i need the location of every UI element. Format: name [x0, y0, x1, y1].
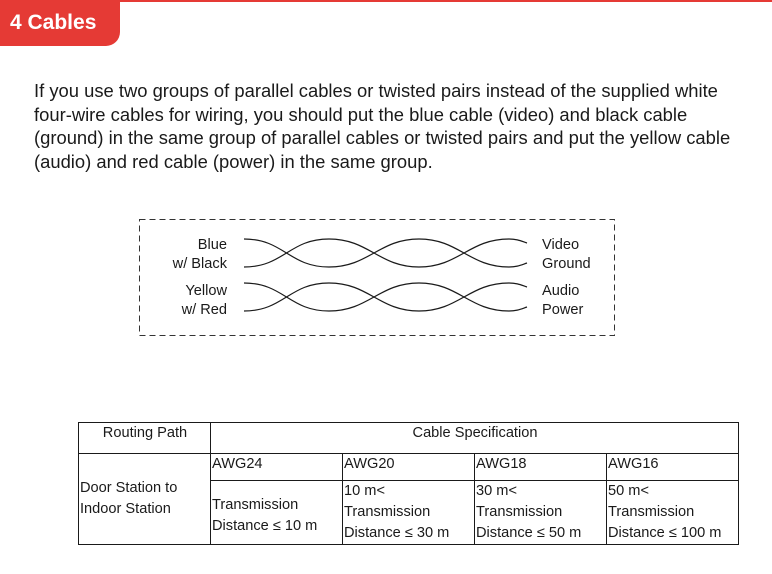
- awg18-label: Transmission: [476, 504, 563, 520]
- awg18-distance-cell: [475, 481, 607, 545]
- awg20-label: Transmission: [344, 504, 431, 520]
- awg16-min: 50 m<: [608, 483, 649, 499]
- pair2-left-label-2: w/ Red: [181, 302, 227, 318]
- routing-path-cell: [79, 454, 211, 545]
- section-title: 4 Cables: [10, 11, 97, 34]
- intro-paragraph: If you use two groups of parallel cables or twisted pairs instead of the supplied white four-wire cables for wiring, you should put the blue cable (video) and black cable (ground) in the same group of parallel cables or twisted pairs and put the yellow cable (audio) and red cable (power) in the same group.: [34, 80, 731, 172]
- cable-spec-table: [78, 422, 739, 545]
- awg16-label: Transmission: [608, 504, 695, 520]
- awg24-cell: AWG24: [211, 454, 343, 481]
- section-tab: [0, 0, 120, 46]
- awg24-distance: Distance ≤ 10 m: [212, 518, 318, 534]
- route-line-2: Indoor Station: [80, 501, 171, 517]
- awg24-label: Transmission: [212, 497, 299, 513]
- awg18-distance: Distance ≤ 50 m: [476, 525, 582, 541]
- table-row: [79, 454, 739, 481]
- pair1-right-label-2: Ground: [542, 256, 591, 272]
- pair2-right-label-2: Power: [542, 302, 584, 318]
- pair2-right-label-1: Audio: [542, 283, 580, 299]
- twisted-pair-diagram: [139, 219, 615, 336]
- awg20-cell: AWG20: [343, 454, 475, 481]
- awg16-distance: Distance ≤ 100 m: [608, 525, 722, 541]
- header-routing-path: Routing Path: [79, 423, 211, 454]
- awg20-min: 10 m<: [344, 483, 385, 499]
- awg16-distance-cell: [607, 481, 739, 545]
- pair1-left-label-1: Blue: [197, 237, 227, 253]
- route-line-1: Door Station to: [80, 480, 178, 496]
- pair1-right-label-1: Video: [542, 237, 580, 253]
- pair1-left-label-2: w/ Black: [172, 256, 227, 272]
- awg18-cell: AWG18: [475, 454, 607, 481]
- pair1-twist: [244, 239, 527, 267]
- awg20-distance: Distance ≤ 30 m: [344, 525, 450, 541]
- pair2-twist: [244, 283, 527, 311]
- table-header-row: [79, 423, 739, 454]
- awg20-distance-cell: [343, 481, 475, 545]
- awg18-min: 30 m<: [476, 483, 517, 499]
- pair2-left-label-1: Yellow: [185, 283, 227, 299]
- awg16-cell: AWG16: [607, 454, 739, 481]
- header-cable-spec: Cable Specification: [211, 423, 739, 454]
- awg24-distance-cell: [211, 481, 343, 545]
